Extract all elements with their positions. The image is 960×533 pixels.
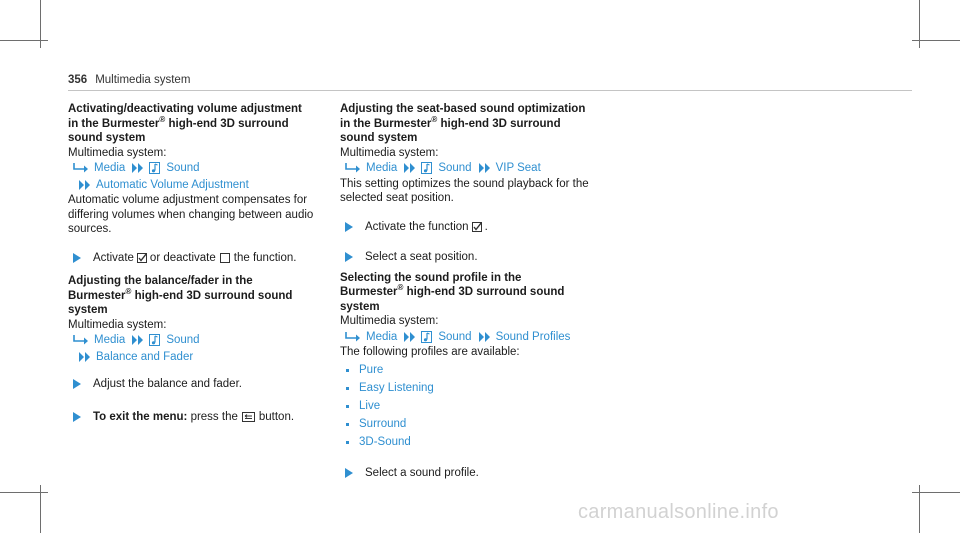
step-arrow-icon xyxy=(73,379,81,389)
menu-media[interactable]: Media xyxy=(94,334,126,346)
menu-path[interactable] xyxy=(68,349,328,366)
menu-automatic-volume-adjustment[interactable]: Automatic Volume Adjustment xyxy=(96,178,249,191)
instruction-step: To exit the menu: press the button. xyxy=(68,410,328,425)
page-number: 356 xyxy=(68,74,88,86)
crop-mark xyxy=(912,40,960,41)
double-chevron-icon xyxy=(79,180,91,190)
menu-path-arrow-icon xyxy=(345,162,362,174)
checkbox-checked-icon xyxy=(137,253,147,263)
section-heading: Selecting the sound profile in the Burmester® high-end 3D surround sound system xyxy=(340,271,565,313)
instruction-step: Select a seat position. xyxy=(340,250,600,265)
double-chevron-icon xyxy=(479,163,491,173)
list-item[interactable]: Pure xyxy=(340,362,600,380)
section-heading: Adjusting the balance/fader in the Burmester® high-end 3D surround sound system xyxy=(68,275,293,316)
bullet-icon xyxy=(346,405,349,408)
menu-path[interactable] xyxy=(68,177,328,194)
double-chevron-icon xyxy=(404,163,416,173)
menu-media[interactable]: Media xyxy=(366,162,398,174)
menu-sound[interactable]: Sound xyxy=(166,334,200,346)
back-button-icon xyxy=(242,412,255,422)
instruction-step: Activate or deactivate the function. xyxy=(68,251,328,266)
menu-sound[interactable]: Sound xyxy=(438,162,472,174)
crop-mark xyxy=(0,40,48,41)
step-arrow-icon xyxy=(73,253,81,263)
double-chevron-icon xyxy=(479,332,491,342)
music-note-icon xyxy=(421,331,432,343)
list-item[interactable]: Live xyxy=(340,398,600,416)
intro-text: Multimedia system: xyxy=(68,318,167,331)
music-note-icon xyxy=(149,162,160,174)
bullet-icon xyxy=(346,423,349,426)
section-heading: Adjusting the seat-based sound optimization in the Burmester® high-end 3D surround sound system xyxy=(340,103,586,144)
crop-mark xyxy=(0,492,48,493)
list-item[interactable]: 3D-Sound xyxy=(340,434,600,452)
step-arrow-icon xyxy=(345,222,353,232)
step-arrow-icon xyxy=(73,412,81,422)
step-arrow-icon xyxy=(345,468,353,478)
menu-media[interactable]: Media xyxy=(366,330,398,343)
body-text: The following profiles are available: xyxy=(340,346,520,358)
left-column xyxy=(68,102,328,424)
body-text: Automatic volume adjustment compensates for differing volumes when changing between audio sources. xyxy=(68,194,314,235)
instruction-step: Adjust the balance and fader. xyxy=(68,377,328,392)
checkbox-unchecked-icon xyxy=(220,253,230,263)
menu-path[interactable] xyxy=(340,160,600,177)
menu-path-arrow-icon xyxy=(73,162,90,174)
menu-path-arrow-icon xyxy=(73,334,90,346)
step-arrow-icon xyxy=(345,252,353,262)
instruction-step: Select a sound profile. xyxy=(340,466,600,481)
menu-sound-profiles[interactable]: Sound Profiles xyxy=(495,330,571,343)
bullet-icon xyxy=(346,369,349,372)
instruction-step: Activate the function . xyxy=(340,220,600,235)
crop-mark xyxy=(912,492,960,493)
double-chevron-icon xyxy=(132,163,144,173)
intro-text: Multimedia system: xyxy=(340,315,439,327)
menu-sound[interactable]: Sound xyxy=(166,162,200,174)
watermark: carmanualsonline.info xyxy=(578,501,779,523)
music-note-icon xyxy=(149,334,160,346)
menu-balance-and-fader[interactable]: Balance and Fader xyxy=(96,350,194,363)
header-rule xyxy=(68,90,912,91)
bullet-icon xyxy=(346,387,349,390)
menu-path-arrow-icon xyxy=(345,331,362,343)
double-chevron-icon xyxy=(79,352,91,362)
section-title: Multimedia system xyxy=(95,74,191,86)
double-chevron-icon xyxy=(132,335,144,345)
right-column xyxy=(340,102,600,480)
profile-list xyxy=(340,362,600,452)
intro-text: Multimedia system: xyxy=(340,146,439,159)
double-chevron-icon xyxy=(404,332,416,342)
intro-text: Multimedia system: xyxy=(68,146,167,159)
menu-path[interactable] xyxy=(68,160,328,177)
list-item[interactable]: Surround xyxy=(340,416,600,434)
music-note-icon xyxy=(421,162,432,174)
section-heading: Activating/deactivating volume adjustment in the Burmester® high-end 3D surround sound system xyxy=(68,103,302,144)
bullet-icon xyxy=(346,441,349,444)
list-item[interactable]: Easy Listening xyxy=(340,380,600,398)
menu-path[interactable] xyxy=(68,332,328,349)
menu-sound[interactable]: Sound xyxy=(438,330,472,343)
page-header xyxy=(68,73,190,88)
menu-path[interactable] xyxy=(340,329,600,346)
menu-media[interactable]: Media xyxy=(94,162,126,174)
body-text: This setting optimizes the sound playback for the selected seat position. xyxy=(340,177,589,204)
checkbox-checked-icon xyxy=(472,222,482,232)
menu-vip-seat[interactable]: VIP Seat xyxy=(495,162,541,174)
